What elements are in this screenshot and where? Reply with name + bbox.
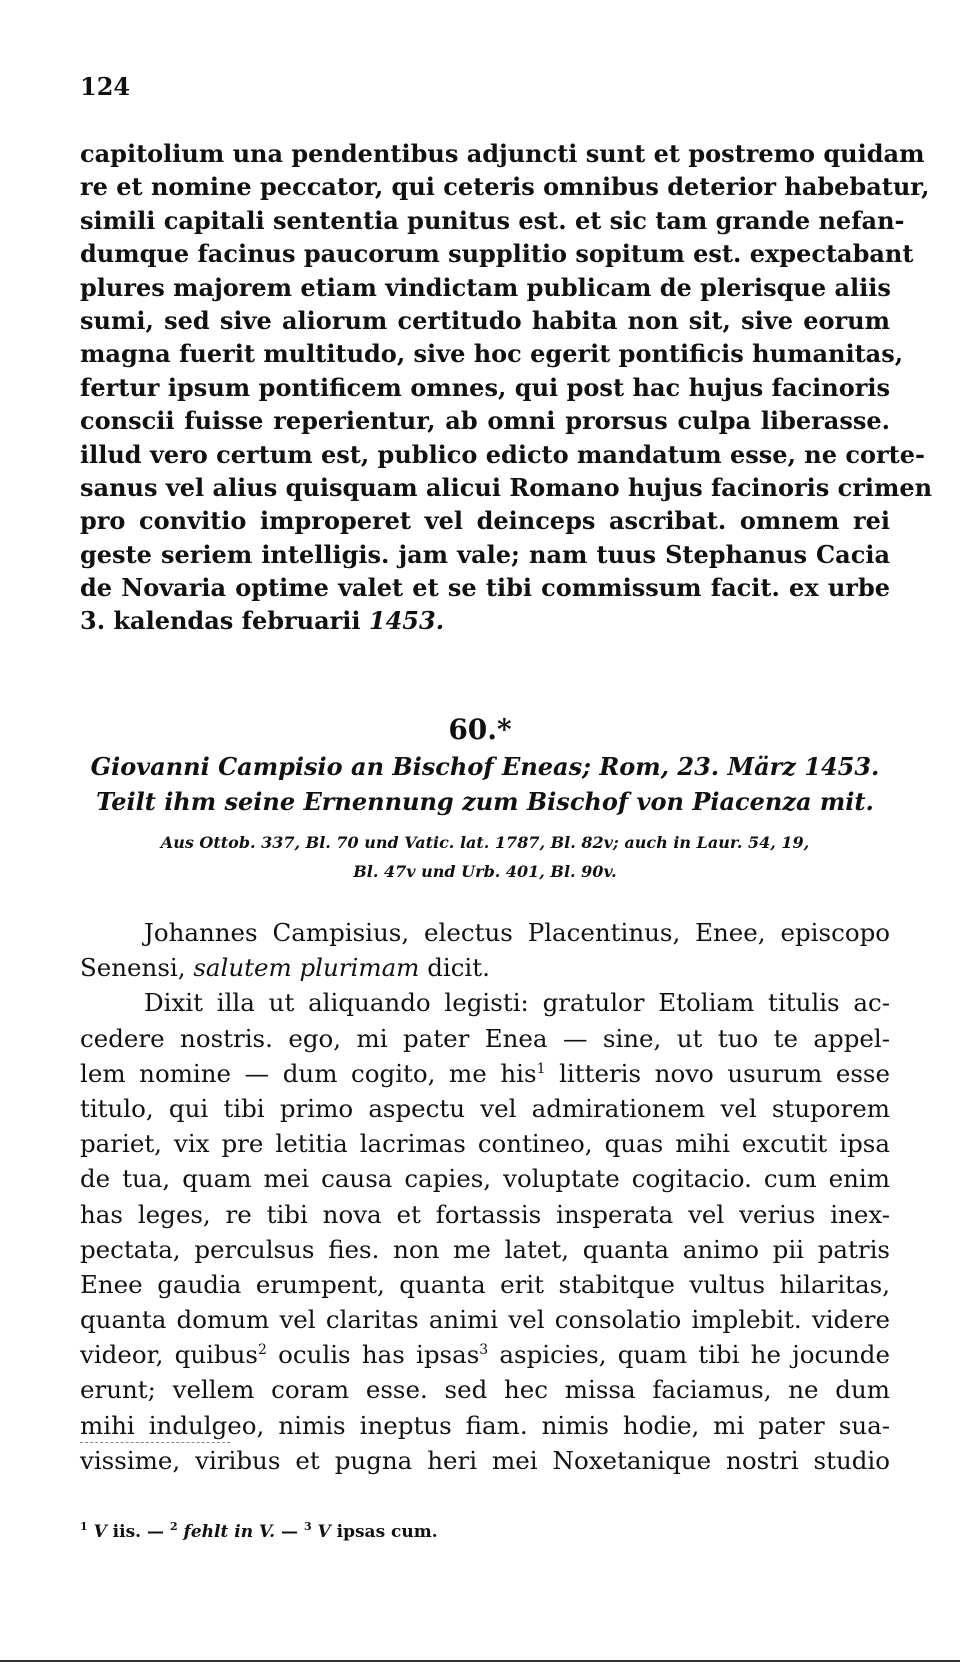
text-fragment: lem nomine — dum cogito, me his bbox=[80, 1058, 537, 1088]
text-fragment: oculis has ipsas bbox=[266, 1340, 480, 1370]
text-fragment: litteris novo usurum esse bbox=[545, 1058, 890, 1088]
salutation-line bbox=[80, 950, 890, 985]
salutation-line: Johannes Campisius, electus Placentinus, Enee, episcopo bbox=[144, 918, 890, 947]
footnote-ref: 2 bbox=[257, 1342, 267, 1359]
text-line: illud vero certum est, publico edicto mandatum esse, ne corte- bbox=[80, 439, 925, 469]
text-line: has leges, re tibi nova et fortassis insperata vel verius inex- bbox=[80, 1199, 890, 1229]
footnote-text: — bbox=[275, 1522, 304, 1542]
footnote-text: V bbox=[87, 1522, 107, 1542]
text-line: pariet, vix pre letitia lacrimas contineo, quas mihi excutit ipsa bbox=[80, 1129, 890, 1159]
salutation-text: Senensi, bbox=[80, 953, 194, 983]
text-line: re et nomine peccator, qui ceteris omnibus deterior habebatur, bbox=[80, 172, 930, 202]
footnote-divider bbox=[80, 1442, 230, 1443]
salutation-italic: salutem plurimam bbox=[193, 953, 420, 983]
footnotes bbox=[80, 1522, 890, 1542]
text-line: titulo, qui tibi primo aspectu vel admirationem vel stuporem bbox=[80, 1093, 890, 1123]
text-line bbox=[80, 1056, 890, 1091]
salutation-text: dicit. bbox=[419, 953, 490, 983]
text-line: capitolium una pendentibus adjuncti sunt et postremo quidam bbox=[80, 139, 925, 168]
text-fragment: aspicies, quam tibi he jocunde bbox=[488, 1340, 890, 1370]
footnote-number: 2 bbox=[169, 1520, 178, 1533]
text-line: Enee gaudia erumpent, quanta erit stabitque vultus hilaritas, bbox=[80, 1269, 890, 1299]
footnote-ref: 1 bbox=[536, 1060, 546, 1077]
source-line-1: Aus Ottob. 337, Bl. 70 und Vatic. lat. 1787, Bl. 82v; auch in Laur. 54, 19, bbox=[160, 833, 810, 852]
footnote-text: iis. — bbox=[106, 1522, 170, 1542]
text-line: magna fuerit multitudo, sive hoc egerit pontificis humanitas, bbox=[80, 339, 904, 369]
text-line: simili capitali sententia punitus est. et sic tam grande nefan- bbox=[80, 205, 905, 235]
text-line: sumi, sed sive aliorum certitudo habita non sit, sive eorum bbox=[80, 305, 890, 335]
source-line-2: Bl. 47v und Urb. 401, Bl. 90v. bbox=[353, 862, 617, 881]
text-line: dumque facinus paucorum supplitio sopitum est. expectabant bbox=[80, 239, 914, 269]
text-line: erunt; vellem coram esse. sed hec missa faciamus, ne dum bbox=[80, 1375, 890, 1405]
text-line: pro convitio improperet vel deinceps ascribat. omnem rei bbox=[80, 506, 890, 536]
letter-number: 60.* bbox=[448, 713, 512, 746]
footnote-number: 1 bbox=[80, 1520, 88, 1533]
body-text-continuation bbox=[80, 137, 933, 638]
text-line: fertur ipsum pontificem omnes, qui post hac hujus facinoris bbox=[80, 372, 890, 402]
text-line: quanta domum vel claritas animi vel consolatio implebit. videre bbox=[80, 1305, 890, 1335]
footnote-ref: 3 bbox=[479, 1342, 489, 1359]
footnote-text: fehlt in V. bbox=[177, 1522, 276, 1542]
text-line: de Novaria optime valet et se tibi commissum facit. ex urbe bbox=[80, 573, 890, 603]
page-bottom-edge bbox=[0, 1660, 960, 1662]
text-line-date bbox=[80, 604, 890, 637]
date-year: 1453. bbox=[368, 606, 445, 636]
text-line: sanus vel alius quisquam alicui Romano hujus facinoris crimen bbox=[80, 472, 933, 502]
page-number: 124 bbox=[80, 72, 131, 101]
regest-line-1: Giovanni Campisio an Bischof Eneas; Rom, 23. März 1453. bbox=[90, 752, 880, 781]
text-line: plures majorem etiam vindictam publicam de plerisque aliis bbox=[80, 272, 891, 302]
text-line: pectata, perculsus fies. non me latet, quanta animo pii patris bbox=[80, 1234, 890, 1264]
letter-body bbox=[80, 915, 890, 1478]
text-line bbox=[80, 1337, 890, 1372]
text-fragment: videor, quibus bbox=[80, 1340, 258, 1370]
footnote-text: V bbox=[311, 1522, 331, 1542]
footnote-number: 3 bbox=[303, 1520, 312, 1533]
date-text: 3. kalendas februarii bbox=[80, 606, 369, 636]
footnote-text: ipsas cum. bbox=[330, 1522, 438, 1542]
text-line: vissime, viribus et pugna heri mei Noxetanique nostri studio bbox=[80, 1445, 890, 1475]
text-line: Dixit illa ut aliquando legisti: gratulor Etoliam titulis ac- bbox=[144, 988, 890, 1018]
text-line: conscii fuisse reperientur, ab omni prorsus culpa liberasse. bbox=[80, 406, 890, 436]
text-line: cedere nostris. ego, mi pater Enea — sine, ut tuo te appel- bbox=[80, 1023, 890, 1053]
text-line: geste seriem intelligis. jam vale; nam tuus Stephanus Cacia bbox=[80, 539, 890, 569]
text-line: mihi indulgeo, nimis ineptus fiam. nimis hodie, mi pater sua- bbox=[80, 1410, 890, 1440]
regest-line-2: Teilt ihm seine Ernennung zum Bischof von Piacenza mit. bbox=[96, 787, 874, 816]
text-line: de tua, quam mei causa capies, voluptate cogitacio. cum enim bbox=[80, 1164, 890, 1194]
